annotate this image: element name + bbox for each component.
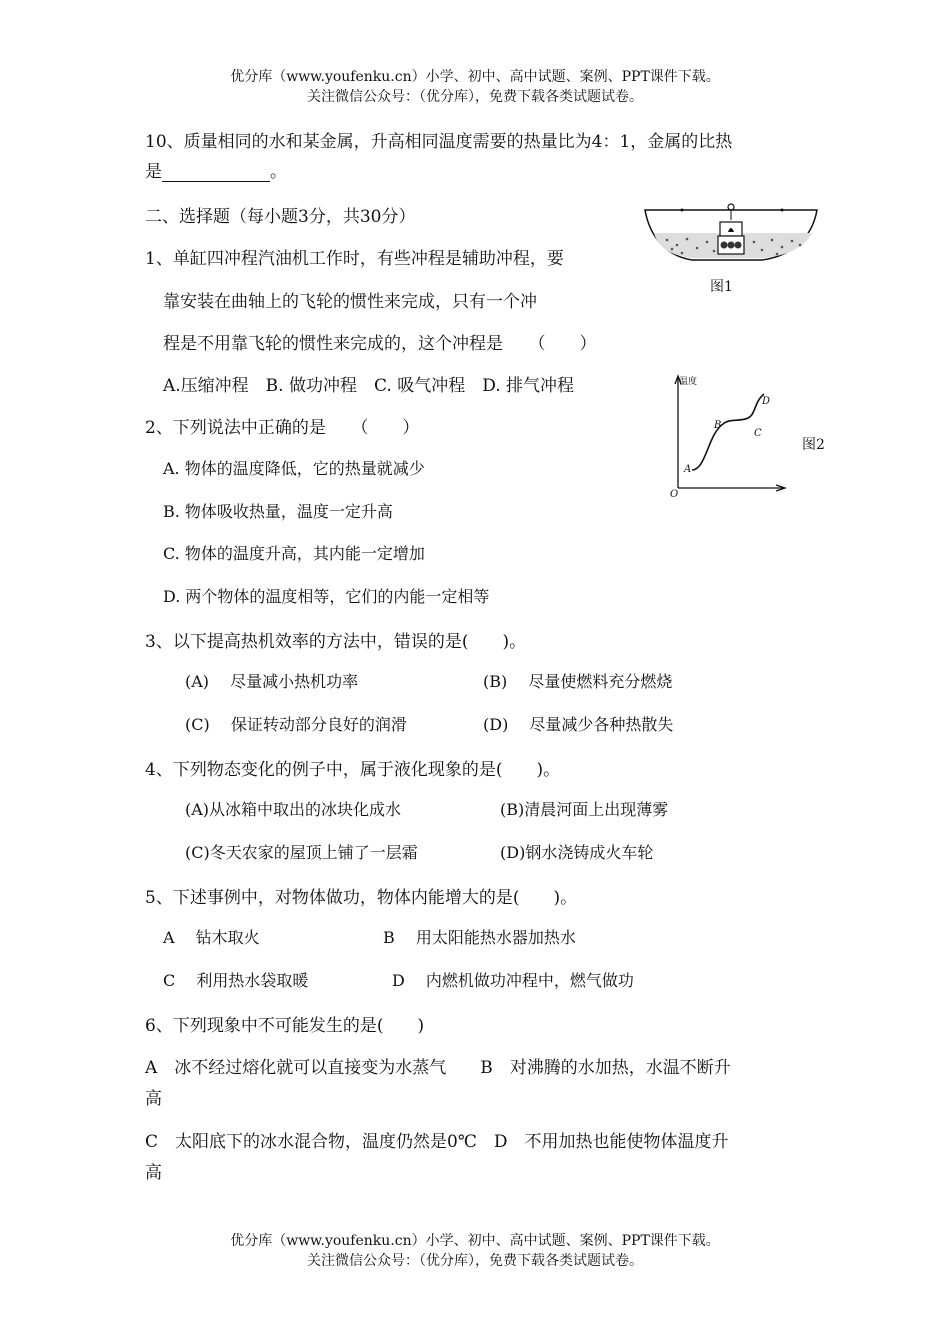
figure-1-label: 图1	[710, 279, 733, 295]
footer-line-2: 关注微信公众号：（优分库），免费下载各类试题试卷。	[307, 1253, 643, 1269]
q3-option-d: (D) 尽量减少各种热散失	[483, 715, 674, 734]
q10-answer-blank	[162, 165, 270, 182]
header-line-1: 优分库（www.youfenku.cn）小学、初中、高中试题、案例、PPT课件下载。	[230, 69, 720, 85]
q1-line-3: 程是不用靠飞轮的惯性来完成的，这个冲程是 （ ）	[163, 334, 597, 354]
q4-option-c: (C)冬天农家的屋顶上铺了一层霜	[185, 843, 418, 862]
footer-line-1: 优分库（www.youfenku.cn）小学、初中、高中试题、案例、PPT课件下载。	[230, 1233, 720, 1249]
q1-options: A.压缩冲程 B. 做功冲程 C. 吸气冲程 D. 排气冲程	[163, 376, 575, 396]
q6-stem: 6、下列现象中不可能发生的是( )	[145, 1016, 425, 1036]
q10-line-2	[145, 157, 287, 182]
figure-2-point-a: A	[684, 464, 692, 475]
q4-option-d: (D)钢水浇铸成火车轮	[500, 843, 654, 862]
q5-option-a: A 钻木取火	[163, 928, 260, 947]
q6-line-3: C 太阳底下的冰水混合物，温度仍然是0℃ D 不用加热也能使物体温度升	[145, 1132, 729, 1152]
figure-2-y-label: 温度	[679, 377, 698, 387]
q5-option-c: C 利用热水袋取暖	[163, 971, 309, 990]
q4-option-b: (B)清晨河面上出现薄雾	[500, 800, 669, 819]
q3-option-b: (B) 尽量使燃料充分燃烧	[483, 672, 673, 691]
section-2-title: 二、选择题（每小题3分，共30分）	[145, 207, 416, 227]
figure-2-label: 图2	[802, 437, 825, 453]
figure-2-graph	[668, 372, 790, 498]
figure-2-point-b: B	[714, 420, 722, 431]
q2-option-d: D. 两个物体的温度相等，它们的内能一定相等	[163, 587, 490, 606]
q2-option-c: C. 物体的温度升高，其内能一定增加	[163, 544, 425, 563]
figure-2-origin: O	[670, 489, 679, 498]
q5-option-d: D 内燃机做功冲程中，燃气做功	[392, 971, 634, 990]
q4-option-a: (A)从冰箱中取出的冰块化成水	[185, 800, 402, 819]
q2-stem: 2、下列说法中正确的是 （ ）	[145, 418, 420, 438]
q6-line-4: 高	[145, 1163, 162, 1183]
q1-line-1: 1、单缸四冲程汽油机工作时，有些冲程是辅助冲程，要	[145, 249, 564, 269]
q3-stem: 3、以下提高热机效率的方法中，错误的是( )。	[145, 632, 527, 652]
q10-prefix: 是	[145, 162, 162, 182]
q10-line-1: 10、质量相同的水和某金属，升高相同温度需要的热量比为4：1，金属的比热	[145, 132, 733, 152]
q2-option-a: A. 物体的温度降低，它的热量就减少	[163, 459, 425, 478]
q1-line-2: 靠安装在曲轴上的飞轮的惯性来完成，只有一个冲	[163, 292, 537, 312]
q10-suffix: 。	[270, 162, 287, 182]
q2-option-b: B. 物体吸收热量，温度一定升高	[163, 502, 393, 521]
figure-2-point-d: D	[762, 396, 771, 407]
q5-option-b: B 用太阳能热水器加热水	[383, 928, 576, 947]
q6-line-1: A 冰不经过熔化就可以直接变为水蒸气 B 对沸腾的水加热，水温不断升	[145, 1058, 731, 1078]
q4-stem: 4、下列物态变化的例子中，属于液化现象的是( )。	[145, 760, 561, 780]
figure-1-diagram	[642, 198, 820, 268]
q6-line-2: 高	[145, 1089, 162, 1109]
q3-option-c: (C) 保证转动部分良好的润滑	[185, 715, 407, 734]
header-line-2: 关注微信公众号：（优分库），免费下载各类试题试卷。	[307, 89, 643, 105]
q3-option-a: (A) 尽量减小热机功率	[185, 672, 359, 691]
q5-stem: 5、下述事例中，对物体做功，物体内能增大的是( )。	[145, 888, 578, 908]
figure-2-point-c: C	[754, 428, 762, 439]
